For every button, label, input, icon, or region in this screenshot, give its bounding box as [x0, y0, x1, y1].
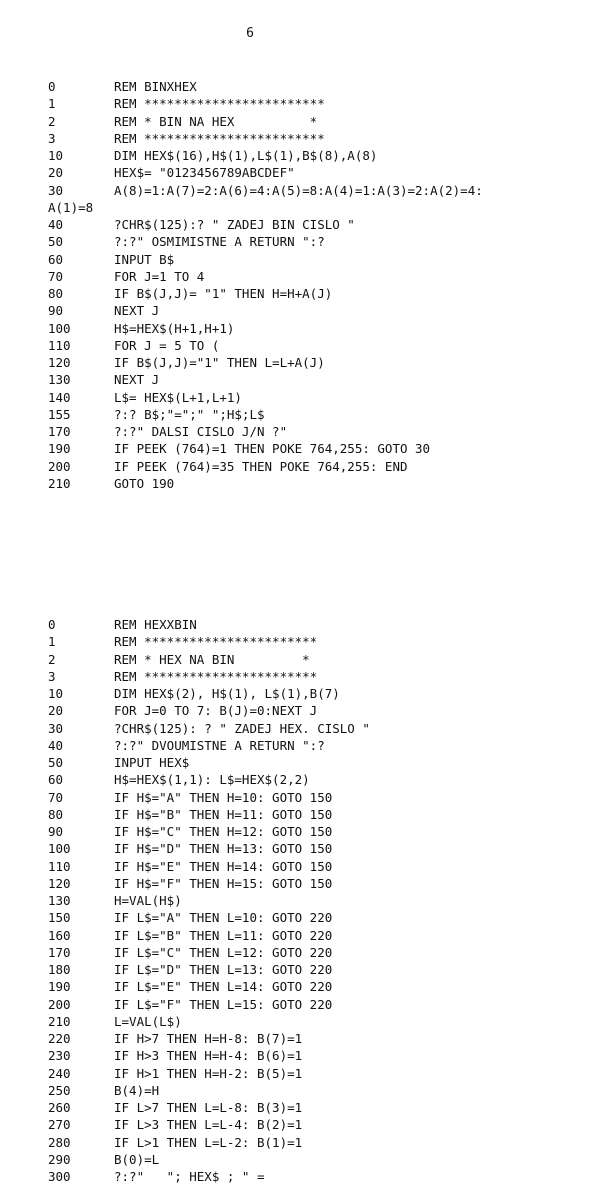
line-number: 70 — [48, 268, 64, 284]
code-statement: NEXT J — [114, 372, 160, 388]
code-line — [48, 1082, 578, 1099]
code-line — [48, 685, 578, 702]
line-number: 140 — [48, 389, 71, 405]
line-number: 130 — [48, 893, 71, 908]
line-number: 155 — [48, 406, 71, 422]
code-line — [48, 78, 578, 95]
code-statement: H$=HEX$(1,1): L$=HEX$(2,2) — [114, 772, 310, 788]
code-statement: REM HEXXBIN — [114, 617, 197, 632]
code-line — [48, 95, 578, 112]
code-line — [48, 251, 578, 268]
code-statement: IF L$="D" THEN L=13: GOTO 220 — [114, 962, 333, 977]
line-number: 1 — [48, 634, 56, 650]
code-line — [48, 233, 578, 250]
code-line — [48, 892, 578, 909]
code-line — [48, 616, 578, 633]
listing-hexxbin — [48, 616, 578, 1185]
code-line — [48, 268, 578, 285]
code-line — [48, 354, 578, 371]
code-statement: L$= HEX$(L+1,L+1) — [114, 389, 242, 405]
code-line — [48, 1047, 578, 1064]
code-statement: L=VAL(L$) — [114, 1013, 182, 1029]
code-line — [48, 651, 578, 668]
line-number: 300 — [48, 1169, 71, 1184]
line-number: 110 — [48, 858, 71, 874]
line-number: 2 — [48, 113, 56, 129]
line-number: 100 — [48, 320, 71, 336]
code-line — [48, 754, 578, 771]
line-number: 50 — [48, 755, 64, 770]
code-line — [48, 633, 578, 650]
code-statement: REM ************************ — [114, 130, 325, 146]
line-number: 0 — [48, 79, 56, 94]
code-statement: INPUT HEX$ — [114, 755, 190, 770]
code-line — [48, 423, 578, 440]
code-line — [48, 216, 578, 233]
line-number: 160 — [48, 927, 71, 943]
line-number: 190 — [48, 979, 71, 995]
line-number: 130 — [48, 372, 71, 388]
code-statement: HEX$= "0123456789ABCDEF" — [114, 165, 295, 181]
line-number: 260 — [48, 1100, 71, 1115]
line-number: 40 — [48, 737, 64, 753]
code-statement: IF H$="D" THEN H=13: GOTO 150 — [114, 841, 333, 857]
code-line — [48, 909, 578, 926]
line-number: 150 — [48, 910, 71, 926]
code-statement: A(8)=1:A(7)=2:A(6)=4:A(5)=8:A(4)=1:A(3)=2:A(2)=4: — [114, 182, 483, 198]
code-line — [48, 1116, 578, 1133]
code-statement: REM * HEX NA BIN * — [114, 651, 310, 667]
code-line — [48, 440, 578, 457]
line-number: 110 — [48, 337, 71, 353]
code-statement: IF H$="E" THEN H=14: GOTO 150 — [114, 858, 333, 874]
code-line — [48, 1013, 578, 1030]
code-line — [48, 737, 578, 754]
line-number: 90 — [48, 303, 64, 319]
code-line — [48, 771, 578, 788]
line-number: 80 — [48, 806, 64, 822]
code-line — [48, 944, 578, 961]
code-statement: ?:?" OSMIMISTNE A RETURN ":? — [114, 234, 325, 250]
code-statement: IF H>1 THEN H=H-2: B(5)=1 — [114, 1065, 303, 1081]
code-statement: IF L$="B" THEN L=11: GOTO 220 — [114, 927, 333, 943]
line-number: 10 — [48, 148, 64, 163]
code-line — [48, 475, 578, 492]
code-line — [48, 702, 578, 719]
code-statement: IF H$="B" THEN H=11: GOTO 150 — [114, 806, 333, 822]
code-line — [48, 406, 578, 423]
code-statement: B(0)=L — [114, 1151, 160, 1167]
code-line — [48, 147, 578, 164]
line-number: 270 — [48, 1117, 71, 1133]
code-line — [48, 806, 578, 823]
code-line — [48, 720, 578, 737]
code-statement: IF B$(J,J)="1" THEN L=L+A(J) — [114, 355, 325, 370]
code-line — [48, 858, 578, 875]
code-line — [48, 996, 578, 1013]
line-number: 100 — [48, 841, 71, 857]
line-number: 80 — [48, 286, 64, 301]
code-statement: IF L$="A" THEN L=10: GOTO 220 — [114, 910, 333, 926]
line-number: 20 — [48, 165, 64, 181]
code-line — [48, 337, 578, 354]
line-number: 200 — [48, 458, 71, 474]
code-statement: ?:?" DALSI CISLO J/N ?" — [114, 424, 288, 439]
line-number: 70 — [48, 789, 64, 805]
line-number: 90 — [48, 824, 64, 839]
code-line — [48, 130, 578, 147]
line-number: 220 — [48, 1031, 71, 1046]
code-line — [48, 285, 578, 302]
line-number: 3 — [48, 668, 56, 684]
code-line — [48, 164, 578, 181]
code-statement: ?CHR$(125): ? " ZADEJ HEX. CISLO " — [114, 720, 370, 736]
line-number: 180 — [48, 962, 71, 977]
code-statement: IF L>3 THEN L=L-4: B(2)=1 — [114, 1117, 303, 1133]
code-statement: IF B$(J,J)= "1" THEN H=H+A(J) — [114, 286, 333, 301]
code-statement: IF H>3 THEN H=H-4: B(6)=1 — [114, 1048, 303, 1064]
code-statement: ?:?" "; HEX$ ; " = — [114, 1169, 265, 1184]
code-statement: H$=HEX$(H+1,H+1) — [114, 320, 235, 336]
code-statement: REM * BIN NA HEX * — [114, 113, 318, 129]
code-line — [48, 1134, 578, 1151]
code-statement: GOTO 190 — [114, 475, 175, 491]
line-number: 170 — [48, 944, 71, 960]
code-line — [48, 113, 578, 130]
code-statement: DIM HEX$(2), H$(1), L$(1),B(7) — [114, 686, 340, 701]
code-statement: IF H$="A" THEN H=10: GOTO 150 — [114, 789, 333, 805]
line-number: 1 — [48, 96, 56, 112]
listing-binxhex — [48, 78, 578, 492]
line-number: 290 — [48, 1151, 71, 1167]
code-statement: FOR J=0 TO 7: B(J)=0:NEXT J — [114, 703, 318, 719]
code-statement: IF L$="F" THEN L=15: GOTO 220 — [114, 996, 333, 1012]
line-number: 40 — [48, 217, 64, 232]
code-line — [48, 875, 578, 892]
code-statement: DIM HEX$(16),H$(1),L$(1),B$(8),A(8) — [114, 148, 378, 163]
code-line-continuation: A(1)=8 — [48, 199, 94, 215]
code-line — [48, 1168, 578, 1185]
page-number: 6 — [246, 26, 254, 41]
code-statement: ?:? B$;"=";" ";H$;L$ — [114, 406, 265, 422]
code-statement: ?:?" DVOUMISTNE A RETURN ":? — [114, 737, 325, 753]
line-number: 280 — [48, 1134, 71, 1150]
code-line — [48, 182, 578, 199]
code-line — [48, 789, 578, 806]
code-statement: IF H$="C" THEN H=12: GOTO 150 — [114, 824, 333, 839]
code-statement: FOR J = 5 TO ( — [114, 337, 220, 353]
code-line — [48, 302, 578, 319]
code-line — [48, 961, 578, 978]
line-number: 0 — [48, 617, 56, 632]
line-number: 60 — [48, 251, 64, 267]
line-number: 170 — [48, 424, 71, 439]
code-line — [48, 668, 578, 685]
code-line — [48, 927, 578, 944]
line-number: 190 — [48, 441, 71, 457]
code-line — [48, 389, 578, 406]
code-statement: INPUT B$ — [114, 251, 175, 267]
code-statement: IF L$="E" THEN L=14: GOTO 220 — [114, 979, 333, 995]
line-number: 50 — [48, 234, 64, 250]
line-number: 120 — [48, 355, 71, 370]
line-number: 230 — [48, 1048, 71, 1064]
code-line — [48, 978, 578, 995]
code-statement: IF H>7 THEN H=H-8: B(7)=1 — [114, 1031, 303, 1046]
line-number: 2 — [48, 651, 56, 667]
code-statement: IF L>1 THEN L=L-2: B(1)=1 — [114, 1134, 303, 1150]
line-number: 200 — [48, 996, 71, 1012]
code-line — [48, 1151, 578, 1168]
line-number: 210 — [48, 1013, 71, 1029]
code-line — [48, 1065, 578, 1082]
code-statement: REM *********************** — [114, 668, 318, 684]
line-number: 210 — [48, 475, 71, 491]
line-number: 3 — [48, 130, 56, 146]
code-statement: NEXT J — [114, 303, 160, 319]
line-number: 60 — [48, 772, 64, 788]
code-statement: IF PEEK (764)=35 THEN POKE 764,255: END — [114, 458, 408, 474]
code-statement: IF PEEK (764)=1 THEN POKE 764,255: GOTO 30 — [114, 441, 431, 457]
code-line — [48, 1099, 578, 1116]
code-line — [48, 320, 578, 337]
line-number: 250 — [48, 1082, 71, 1098]
code-statement: B(4)=H — [114, 1082, 160, 1098]
code-line — [48, 458, 578, 475]
code-statement: IF L$="C" THEN L=12: GOTO 220 — [114, 944, 333, 960]
code-statement: REM *********************** — [114, 634, 318, 650]
code-statement: IF H$="F" THEN H=15: GOTO 150 — [114, 875, 333, 891]
code-line — [48, 823, 578, 840]
line-number: 10 — [48, 686, 64, 701]
line-number: 120 — [48, 875, 71, 891]
code-statement: H=VAL(H$) — [114, 893, 182, 908]
code-statement: ?CHR$(125):? " ZADEJ BIN CISLO " — [114, 217, 355, 232]
line-number: 30 — [48, 720, 64, 736]
line-number: 240 — [48, 1065, 71, 1081]
code-line — [48, 840, 578, 857]
code-line — [48, 1030, 578, 1047]
code-statement: FOR J=1 TO 4 — [114, 268, 205, 284]
code-line — [48, 371, 578, 388]
code-statement: IF L>7 THEN L=L-8: B(3)=1 — [114, 1100, 303, 1115]
code-statement: REM BINXHEX — [114, 79, 197, 94]
code-statement: REM ************************ — [114, 96, 325, 112]
line-number: 30 — [48, 182, 64, 198]
line-number: 20 — [48, 703, 64, 719]
